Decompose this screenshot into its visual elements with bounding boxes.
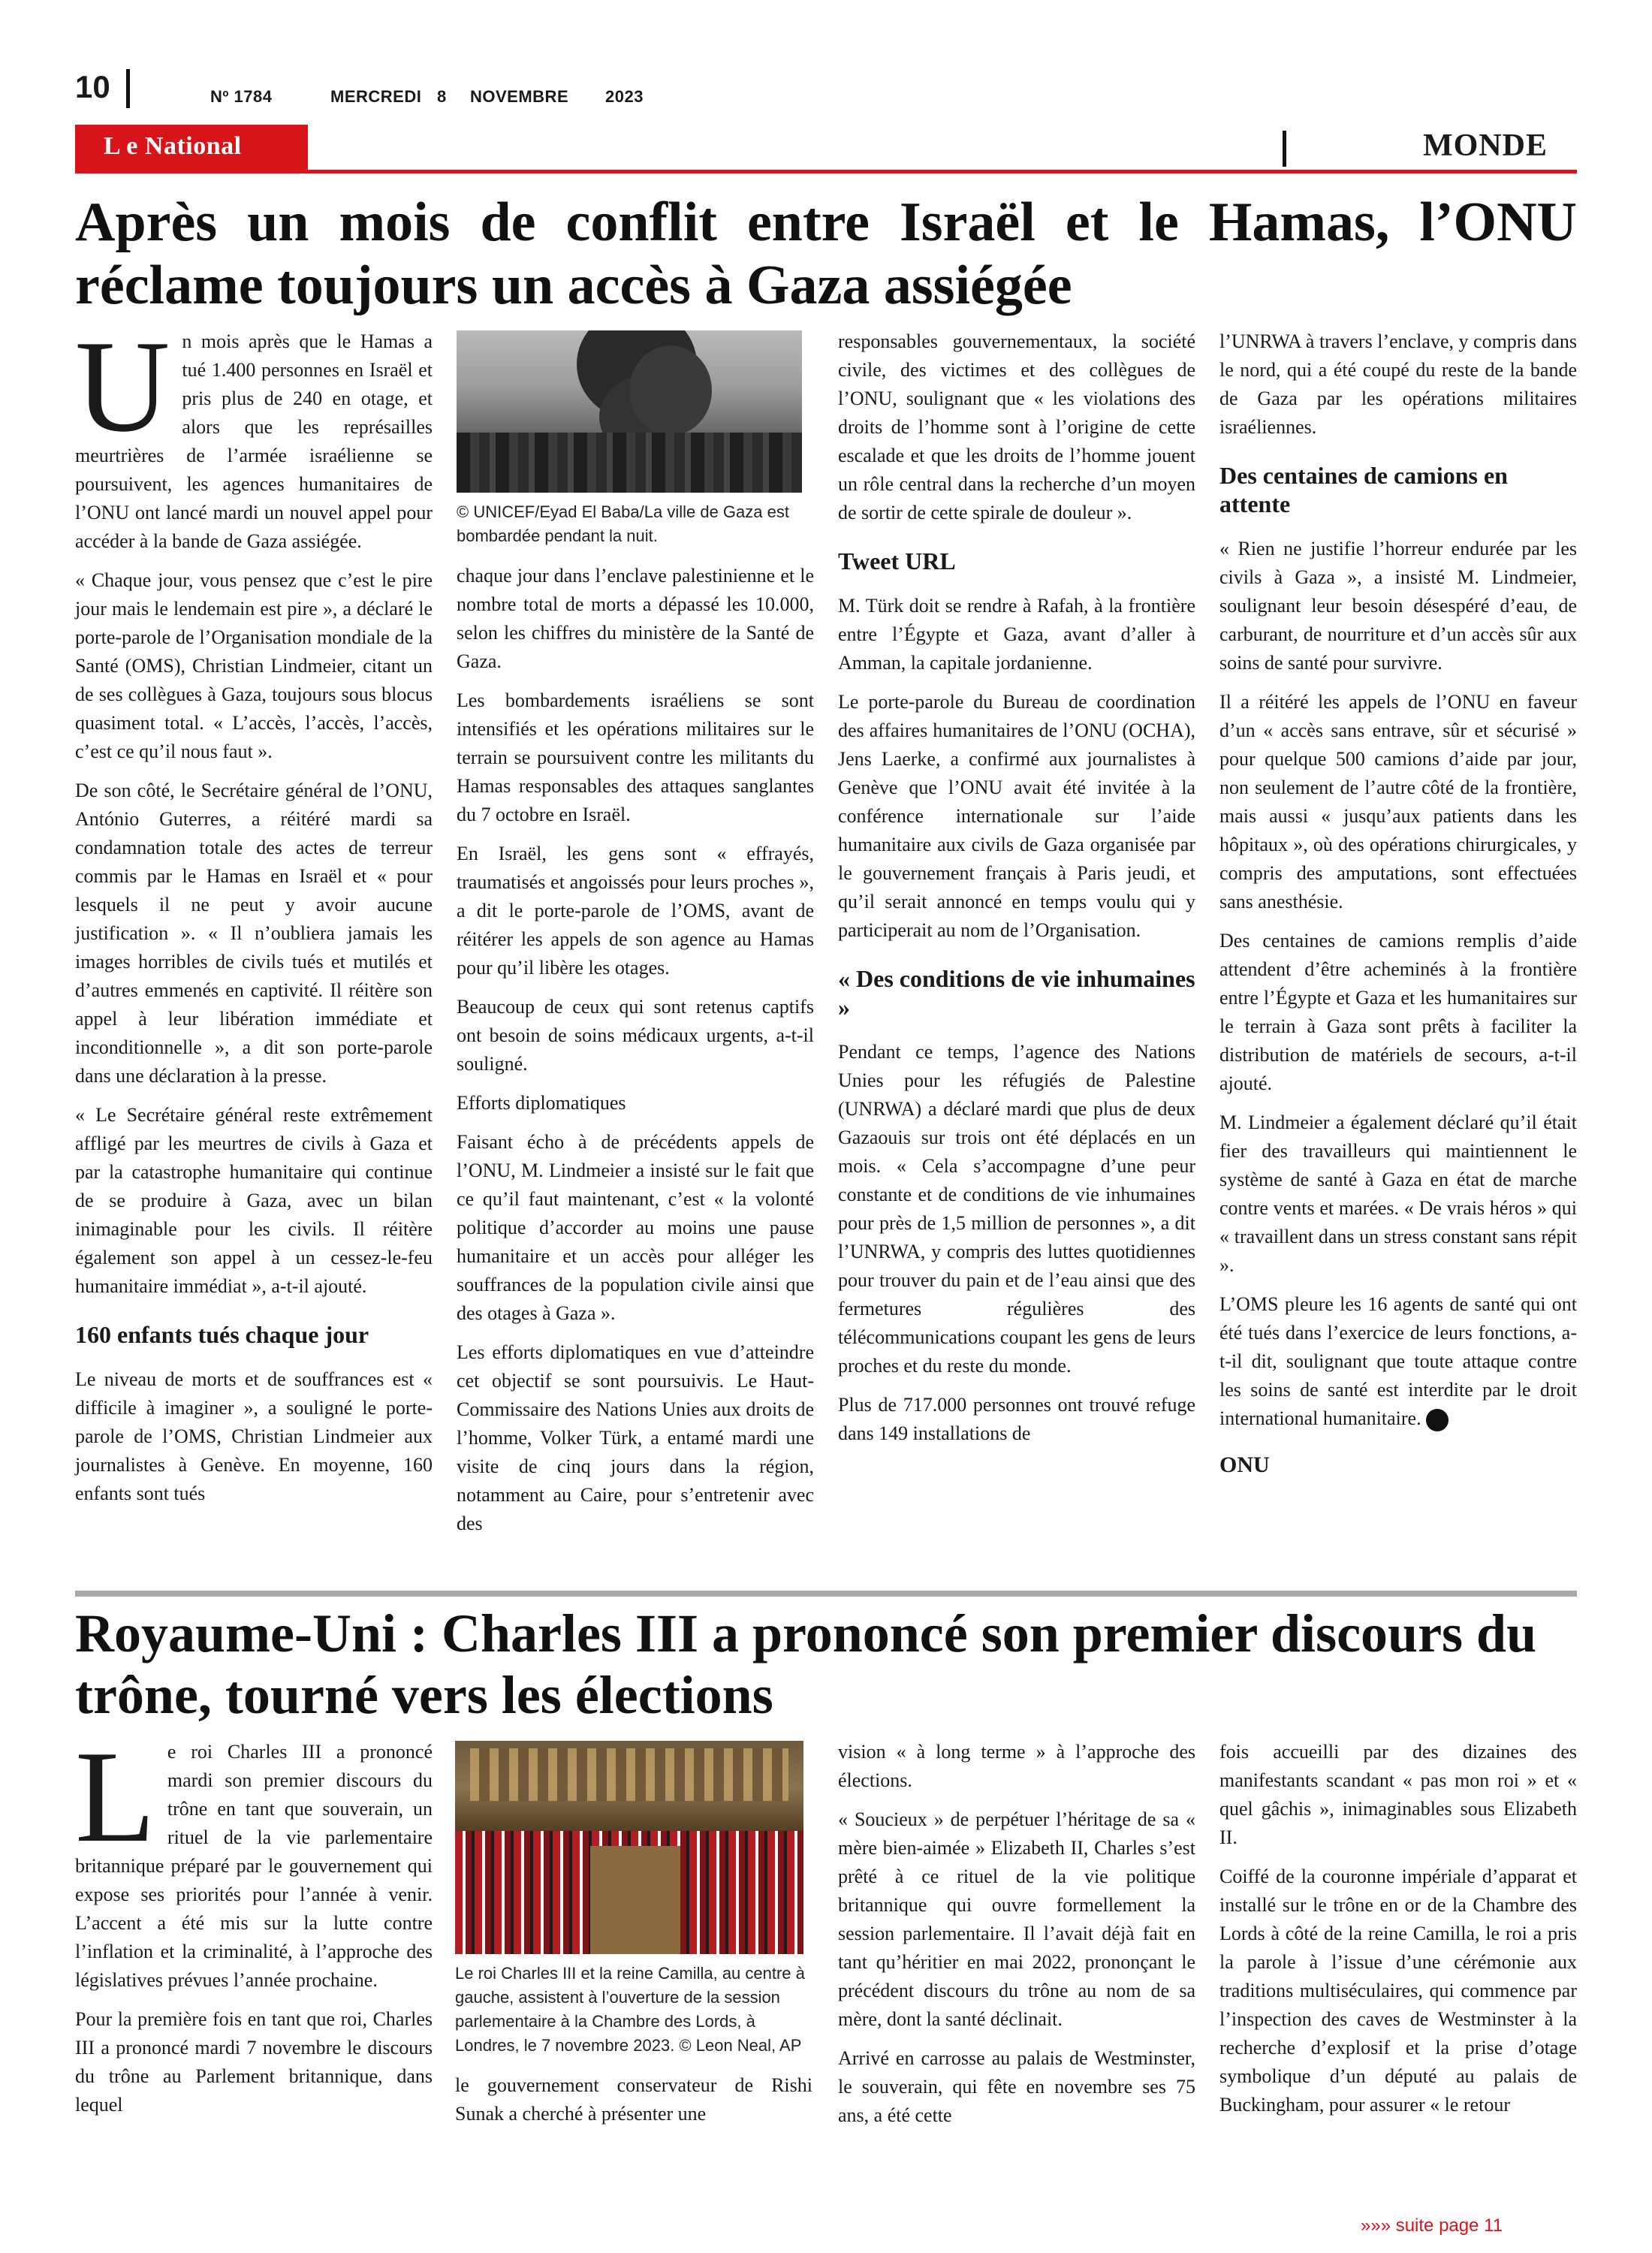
gaza-bombing-photo [457,330,802,493]
article1-paragraph: Le porte-parole du Bureau de coordination des affaires humanitaires de l’ONU (OCHA), Jens Laerke, a confirmé aux journalistes à Genève que l’ONU avait été invitée à la conférence internationale sur l’aide humanitaire aux civils de Gaza organisée par le gouvernement français à Paris jeudi, et qu’il serait annoncé en temps voulu qui y participerait au nom de l’Organisation. [838,691,1195,941]
article1-subheading: Des centaines de camions en attente [1219,462,1508,517]
article2-paragraph: vision « à long terme » à l’approche des élections. [838,1741,1195,1791]
article1-paragraph: Les bombardements israéliens se sont intensifiés et les opérations militaires sur le terrain se poursuivent contre les militants du Hamas responsables des attaques sanglantes du 7 octobre en Israël. [457,689,814,825]
article1-dropcap: U [75,313,170,459]
article1-subheading: 160 enfants tués chaque jour [75,1321,369,1348]
issue-number: Nº 1784 [210,87,273,106]
article1-subheading: Tweet URL [838,547,956,575]
article1-headline: Après un mois de conflit entre Israël et le Hamas, l’ONU réclame toujours un accès à Gaza assiégée [75,192,1577,316]
article1-paragraph: M. Türk doit se rendre à Rafah, à la frontière entre l’Égypte et Gaza, avant d’aller à Amman, la capitale jordanienne. [838,595,1195,674]
continuation-link[interactable] [1361,2215,1503,2236]
article1-paragraph: De son côté, le Secrétaire général de l’ONU, António Guterres, a réitéré mardi sa condamnation totale des actes de terreur commis par le Hamas en Israël et « pour lesquels il ne peut y avoir aucune justification ». « Il n’oubliera jamais les images horribles de civils tués et mutilés et d’autres emmenés en captivité. Il réitère son appel à leur libération immédiate et inconditionnelle », a dit son porte-parole dans une déclaration à la presse. [75,780,433,1087]
continuation-page: 11 [1484,2215,1503,2236]
article1-paragraph: Faisant écho à de précédents appels de l’ONU, M. Lindmeier a insisté sur le fait que ce qu’il faut maintenant, c’est « la volonté politique d’accorder au moins une pause humanitaire et un accès pour alléger les souffrances de la population civile ainsi que des otages à Gaza ». [457,1131,814,1324]
article1-paragraph: Pendant ce temps, l’agence des Nations Unies pour les réfugiés de Palestine (UNRWA) a déclaré mardi que plus de deux Gazaouis sur trois ont été déplacés en un mois. « Cela s’accompagne d’une peur constante et de conditions de vie inhumaines pour près de 1,5 million de personnes », a dit l’UNRWA, y compris des luttes quotidiennes pour trouver du pain et de l’eau ainsi que des fermetures régulières des télécommunications coupant les gens de leurs proches et du reste du monde. [838,1041,1195,1377]
article1-inline-heading: Efforts diplomatiques [457,1092,626,1114]
article2-paragraph: fois accueilli par des dizaines des manifestants scandant « pas mon roi » et « quel gâchis », inimaginables sous Elizabeth II. [1219,1741,1577,1848]
lords-photo-caption: Le roi Charles III et la reine Camilla, au centre à gauche, assistent à l’ouverture de la session parlementaire à la Chambre des Lords, à Londres, le 7 novembre 2023. © Leon Neal, AP [455,1964,805,2055]
issue-day: MERCREDI [330,87,422,106]
end-mark-icon [1426,1409,1449,1431]
article1-paragraph: En Israël, les gens sont « effrayés, traumatisés et angoissés pour leurs proches », a dit le porte-parole de l’OMS, avant de réitérer les appels de son agence au Hamas pour qu’il libère les otages. [457,843,814,979]
continuation-text: »»» suite page [1361,2215,1479,2236]
section-name: MONDE [1423,128,1548,163]
article1-subheading: « Des conditions de vie inhumaines » [838,965,1195,1021]
article2-column-4 [1219,1738,1577,2130]
page-number: 10 [75,69,110,104]
article1-paragraph: l’UNRWA à travers l’enclave, y compris dans le nord, qui a été coupé du reste de la bande de Gaza par les opérations militaires israéliennes. [1219,330,1577,438]
article1-paragraph: M. Lindmeier a également déclaré qu’il était fier des travailleurs qui maintiennent le système de santé à Gaza en état de marche contre vents et marées. « De vrais héros » qui « travaillent dans un stress constant sans répit ». [1219,1111,1577,1276]
issue-year: 2023 [605,87,644,106]
article1-paragraph: Des centaines de camions remplis d’aide attendent d’être acheminés à la frontière entre l’Égypte et Gaza et les humanitaires sur le terrain à Gaza sont prêts à faciliter la distribution de matériels de secours, a-t-il ajouté. [1219,930,1577,1094]
article2-column-2 [455,1741,812,2139]
issue-date-day: 8 [437,87,447,106]
gaza-photo-caption: © UNICEF/Eyad El Baba/La ville de Gaza est bombardée pendant la nuit. [457,502,789,545]
article1-paragraph: « Le Secrétaire général reste extrêmement affligé par les meurtres de civils à Gaza et par la catastrophe humanitaire qui continue de se produire à Gaza, avec un bilan inimaginable pour les civils. Il réitère également son appel à un cessez-le-feu humanitaire immédiat », a-t-il ajouté. [75,1104,433,1297]
article1-paragraph: Il a réitéré les appels de l’ONU en faveur d’un « accès sans entrave, sûr et sécurisé » pour quelque 500 camions d’aide par jour, non seulement de l’autre côté de la frontière, mais aussi « jusqu’aux patients dans les hôpitaux », où des opérations chirurgicales, y compris des amputations, sont effectuées sans anesthésie. [1219,691,1577,912]
article1-paragraph: chaque jour dans l’enclave palestinienne et le nombre total de morts a dépassé les 10.000, selon les chiffres du ministère de la Santé de Gaza. [457,565,814,672]
article2-paragraph: « Soucieux » de perpétuer l’héritage de sa « mère bien-aimée » Elizabeth II, Charles s’est prêté à ce rituel de la vie politique britannique qui ouvre formellement la session parlementaire. Il l’avait déjà fait en tant qu’héritier en mai 2022, prononçant le précédent discours du trône au nom de sa mère, dont la santé déclinait. [838,1808,1195,2030]
article1-lead-text: n mois après que le Hamas a tué 1.400 personnes en Israël et pris plus de 240 en otage, et alors que les représailles meurtrières de l’armée israélienne se poursuivent, les agences humanitaires de l’ONU ont lancé mardi un nouvel appel pour accéder à la bande de Gaza assiégée. [75,330,433,552]
article1-final-paragraph [1219,1290,1577,1433]
article2-paragraph: Arrivé en carrosse au palais de Westminster, le souverain, qui fête en novembre ses 75 ans, a été cette [838,2047,1195,2126]
article1-paragraph: Le niveau de morts et de souffrances est « difficile à imaginer », a souligné le porte-parole de l’OMS, Christian Lindmeier aux journalistes à Genève. En moyenne, 160 enfants sont tués [75,1368,433,1504]
issue-month: NOVEMBRE [470,87,569,106]
article2-lead-text: e roi Charles III a prononcé mardi son premier discours du trône en tant que souverain, un rituel de la vie parlementaire britannique préparé par le gouvernement qui expose ses priorités pour l’année à venir. L’accent a été mis sur la lutte contre l’inflation et la criminalité, à l’approche des législatives prévues l’année prochaine. [75,1741,433,1991]
house-of-lords-photo [455,1741,803,1954]
article1-paragraph: Beaucoup de ceux qui sont retenus captifs ont besoin de soins médicaux urgents, a-t-il souligné. [457,996,814,1075]
article2-column-3 [838,1738,1195,2140]
article2-dropcap: L [75,1724,155,1869]
article-separator [75,1591,1577,1597]
article1-lead-paragraph [75,313,433,556]
page-number-divider [126,69,130,108]
article2-paragraph: Pour la première fois en tant que roi, Charles III a prononcé mardi 7 novembre le discours du trône au Parlement britannique, dans lequel [75,2008,433,2116]
article1-paragraph: responsables gouvernementaux, la société civile, des victimes et des collègues de l’ONU, soulignant que « les violations des droits de l’homme sont à l’origine de cette escalade et que les droits de l’homme jouent un rôle central dans la recherche d’un moyen de sortir de cette spirale de douleur ». [838,330,1195,523]
section-divider [1283,131,1286,167]
article1-paragraph: Les efforts diplomatiques en vue d’atteindre cet objectif se sont poursuivis. Le Haut-Commissaire des Nations Unies aux droits de l’homme, Volker Türk, a entamé mardi une visite de cinq jours dans la région, notamment au Caire, pour s’entretenir avec des [457,1341,814,1534]
article1-paragraph: « Chaque jour, vous pensez que c’est le pire jour mais le lendemain est pire », a déclaré le porte-parole de l’Organisation mondiale de la Santé (OMS), Christian Lindmeier, citant un de ses collègues à Gaza, toujours sous blocus quasiment total. « L’accès, l’accès, l’accès, c’est ce qu’il nous faut ». [75,569,433,762]
article1-paragraph: Plus de 717.000 personnes ont trouvé refuge dans 149 installations de [838,1394,1195,1444]
article2-column-1 [75,1724,433,2130]
article1-final-text: L’OMS pleure les 16 agents de santé qui ont été tués dans l’exercice de leurs fonctions, a-t-il dit, soulignant que toute attaque contre les soins de santé est interdite par le droit international humanitaire. [1219,1293,1577,1429]
article1-column-3 [838,327,1195,1458]
article2-lead-paragraph [75,1724,433,1995]
article1-column-1 [75,313,433,1519]
article2-paragraph: le gouvernement conservateur de Rishi Sunak a cherché à présenter une [455,2074,812,2125]
header-rule [75,170,1577,173]
article1-paragraph: « Rien ne justifie l’horreur endurée par les civils à Gaza », a insisté M. Lindmeier, soulignant leur besoin désespéré d’eau, de carburant, de nourriture et d’un accès sûr aux soins de santé pour survivre. [1219,538,1577,674]
article1-column-4 [1219,327,1577,1479]
article2-headline: Royaume-Uni : Charles III a prononcé son premier discours du trône, tourné vers les élections [75,1603,1537,1725]
newspaper-brand: L e National [104,132,242,160]
article1-signature: ONU [1219,1452,1270,1477]
article1-column-2 [457,330,814,1549]
article2-paragraph: Coiffé de la couronne impériale d’apparat et installé sur le trône en or de la Chambre des Lords à côté de la reine Camilla, le roi a pris la parole à l’issue d’une cérémonie aux traditions multiséculaires, qui commence par l’inspection des caves de Westminster à la recherche d’explosif et la prise d’otage symbolique d’un député au palais de Buckingham, pour assurer « le retour [1219,1865,1577,2116]
